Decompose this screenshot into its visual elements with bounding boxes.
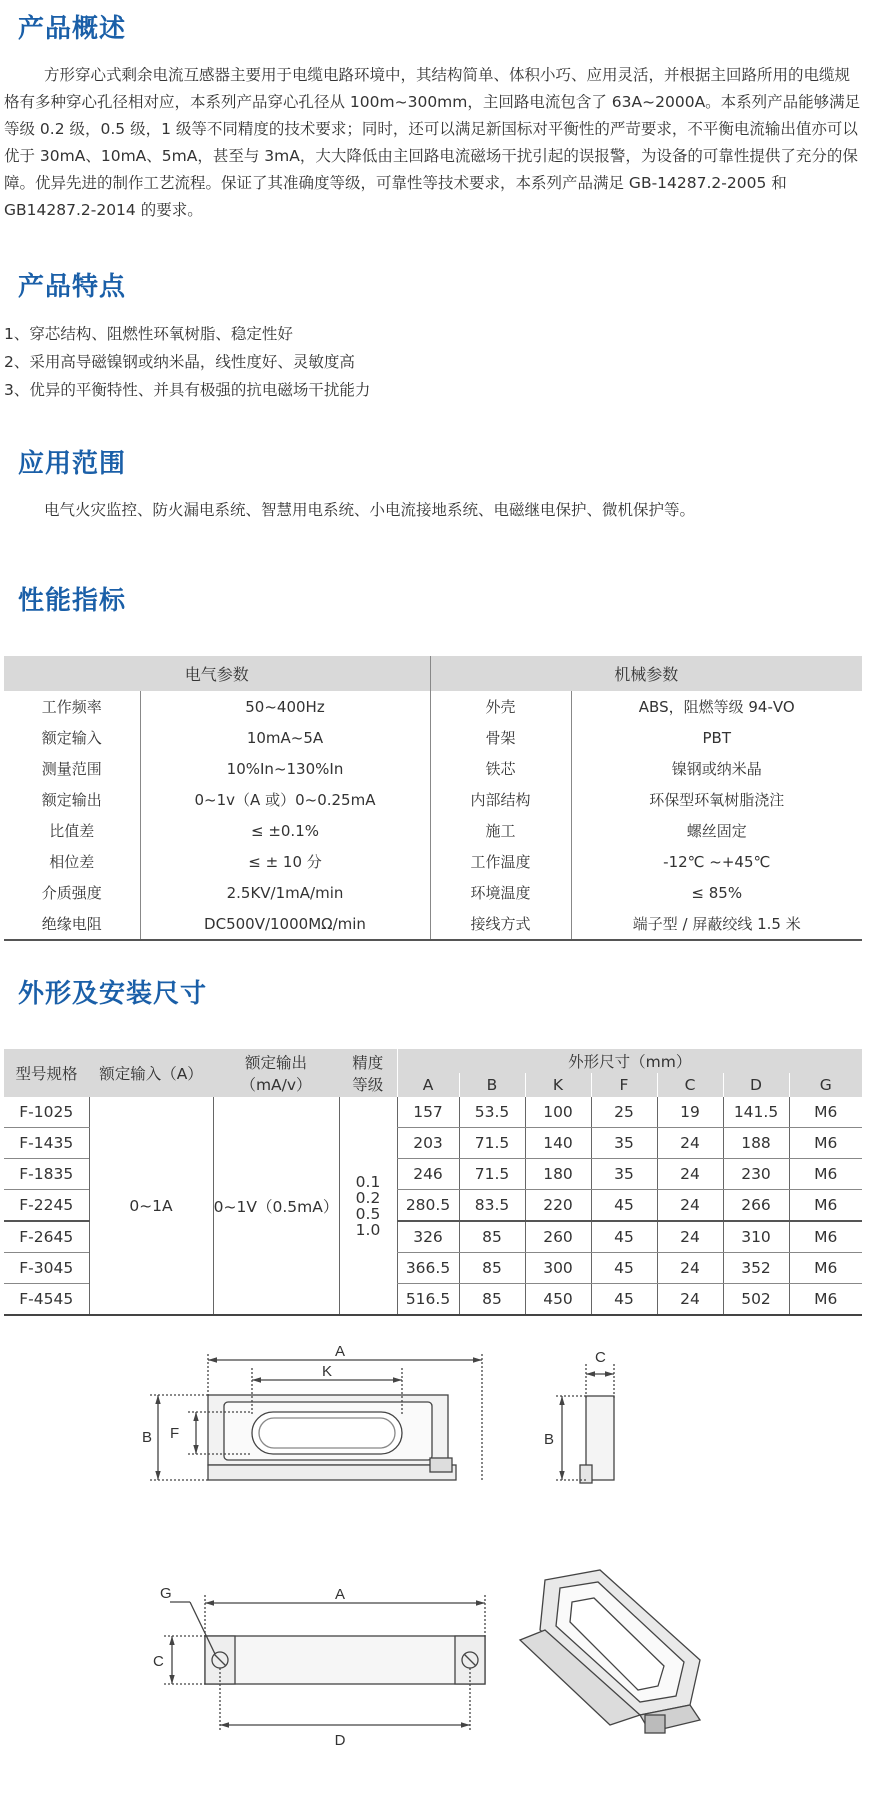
accuracy-10: 1.0 xyxy=(355,1220,381,1239)
hdr-col-c: C xyxy=(657,1073,723,1097)
feature-item-1: 1、穿芯结构、阻燃性环氧树脂、稳定性好 xyxy=(4,325,293,343)
dimensions-table xyxy=(4,1049,862,1316)
model-cell: F-1025 xyxy=(4,1097,89,1128)
cell-a: 326 xyxy=(397,1221,459,1253)
dimension-drawing xyxy=(0,1340,870,1803)
cell-a: 280.5 xyxy=(397,1190,459,1222)
mechanical-header: 机械参数 xyxy=(430,656,862,691)
cell-k: 260 xyxy=(525,1221,591,1253)
cell-d: 230 xyxy=(723,1159,789,1190)
top-view xyxy=(164,1595,485,1732)
label-a-top: A xyxy=(334,1586,346,1603)
cell-f: 35 xyxy=(591,1128,657,1159)
cell-k: 300 xyxy=(525,1253,591,1284)
perf-e-value: ≤ ±0.1% xyxy=(250,821,319,840)
perf-m-label: 外壳 xyxy=(430,691,571,722)
perf-m-label: 施工 xyxy=(430,815,571,846)
accuracy-05: 0.5 xyxy=(355,1204,381,1223)
overview-title: 产品概述 xyxy=(18,14,127,44)
perf-row xyxy=(4,846,862,877)
perf-m-label: 接线方式 xyxy=(430,908,571,940)
perf-m-label: 内部结构 xyxy=(430,784,571,815)
perf-e-label: 额定输出 xyxy=(4,784,140,815)
perf-e-label: 测量范围 xyxy=(4,753,140,784)
cell-a: 366.5 xyxy=(397,1253,459,1284)
perf-m-label: 骨架 xyxy=(430,722,571,753)
perf-m-label: 铁芯 xyxy=(430,753,571,784)
model-cell: F-4545 xyxy=(4,1284,89,1316)
application-text: 电气火灾监控、防火漏电系统、智慧用电系统、小电流接地系统、电磁继电保护、微机保护等。 xyxy=(44,501,696,519)
model-cell: F-2645 xyxy=(4,1221,89,1253)
performance-title: 性能指标 xyxy=(18,586,127,616)
perf-e-label: 介质强度 xyxy=(4,877,140,908)
perf-m-value: ABS，阻燃等级 94-VO xyxy=(638,698,795,716)
cell-a: 203 xyxy=(397,1128,459,1159)
perf-e-label: 相位差 xyxy=(4,846,140,877)
perf-m-label: 工作温度 xyxy=(430,846,571,877)
cell-b: 83.5 xyxy=(459,1190,525,1222)
cell-g: M6 xyxy=(789,1221,862,1253)
overview-paragraph: 方形穿心式剩余电流互感器主要用于电缆电路环境中，其结构简单、体积小巧、应用灵活，并根据主回路所用的电缆规格有多种穿心孔径相对应，本系列产品穿心孔径从 100m~300mm，主回路电流包含了 63A~2000A。本系列产品能够满足等级 0.2 级，0.5 级，1 级等不同精度的技术要求；同时，还可以满足新国标对平衡性的严苛要求，不平衡电流输出值亦可以优于 30mA、10mA、5mA，甚至与 3mA，大大降低由主回路电流磁场干扰引起的误报警，为设备的可靠性提供了充分的保障。优异先进的制作工艺流程。保证了其准确度等级，可靠性等技术要求，本系列产品满足 GB-14287.2-2005 和 GB14287.2-2014 的要求。 xyxy=(4,66,861,219)
perf-m-value: -12℃ ~+45℃ xyxy=(663,852,771,871)
perf-m-value: 螺丝固定 xyxy=(686,822,747,840)
hdr-output-line2: （mA/v） xyxy=(240,1076,312,1094)
perf-row xyxy=(4,753,862,784)
hdr-accuracy xyxy=(339,1049,397,1097)
model-cell: F-1435 xyxy=(4,1128,89,1159)
perf-e-value: ≤ ± 10 分 xyxy=(248,853,322,871)
perf-e-label: 绝缘电阻 xyxy=(4,908,140,940)
cell-g: M6 xyxy=(789,1190,862,1222)
perf-row xyxy=(4,691,862,722)
hdr-col-d: D xyxy=(723,1073,789,1097)
cell-b: 71.5 xyxy=(459,1159,525,1190)
cell-c: 24 xyxy=(657,1284,723,1316)
cell-f: 35 xyxy=(591,1159,657,1190)
label-d: D xyxy=(334,1732,346,1749)
cell-a: 246 xyxy=(397,1159,459,1190)
cell-f: 45 xyxy=(591,1253,657,1284)
cell-c: 24 xyxy=(657,1190,723,1222)
hdr-accuracy-line2: 等级 xyxy=(352,1076,384,1094)
feature-item-3: 3、优异的平衡特性、并具有极强的抗电磁场干扰能力 xyxy=(4,381,371,399)
hdr-col-k: K xyxy=(525,1073,591,1097)
label-f: F xyxy=(170,1425,180,1442)
shared-accuracy xyxy=(339,1097,397,1315)
cell-d: 310 xyxy=(723,1221,789,1253)
cell-d: 502 xyxy=(723,1284,789,1316)
cell-c: 24 xyxy=(657,1253,723,1284)
perf-m-value: 环保型环氧树脂浇注 xyxy=(649,791,785,809)
perf-row xyxy=(4,908,862,940)
accuracy-01: 0.1 xyxy=(355,1172,381,1191)
perf-m-value: 镍钢或纳米晶 xyxy=(671,760,762,778)
perf-m-value: 端子型 / 屏蔽绞线 1.5 米 xyxy=(571,908,862,940)
cell-a: 157 xyxy=(397,1097,459,1128)
cell-b: 71.5 xyxy=(459,1128,525,1159)
hdr-output-line1: 额定输出 xyxy=(244,1054,307,1072)
cell-b: 85 xyxy=(459,1284,525,1316)
cell-g: M6 xyxy=(789,1284,862,1316)
cell-d: 141.5 xyxy=(723,1097,789,1128)
dimensions-title: 外形及安装尺寸 xyxy=(18,979,208,1009)
feature-item-2: 2、采用高导磁镍钢或纳米晶，线性度好、灵敏度高 xyxy=(4,353,355,371)
label-k: K xyxy=(321,1363,333,1380)
cell-g: M6 xyxy=(789,1159,862,1190)
hdr-size-group: 外形尺寸（mm） xyxy=(397,1049,862,1073)
perf-m-label: 环境温度 xyxy=(430,877,571,908)
label-b-side: B xyxy=(544,1431,555,1448)
cell-g: M6 xyxy=(789,1128,862,1159)
electrical-header: 电气参数 xyxy=(4,656,430,691)
cell-d: 188 xyxy=(723,1128,789,1159)
cell-k: 180 xyxy=(525,1159,591,1190)
cell-c: 24 xyxy=(657,1221,723,1253)
accuracy-02: 0.2 xyxy=(355,1188,381,1207)
hdr-input: 额定输入（A） xyxy=(89,1049,213,1097)
perf-e-value: 0~1v（A 或）0~0.25mA xyxy=(194,791,376,809)
perf-e-value: 10%In~130%In xyxy=(226,759,344,778)
hdr-col-a: A xyxy=(397,1073,459,1097)
features-title: 产品特点 xyxy=(18,272,127,302)
model-cell: F-1835 xyxy=(4,1159,89,1190)
perf-e-value: DC500V/1000MΩ/min xyxy=(140,908,430,940)
iso-view xyxy=(520,1570,700,1733)
perf-e-value: 10mA~5A xyxy=(246,728,324,747)
perf-row xyxy=(4,722,862,753)
perf-e-value: 2.5KV/1mA/min xyxy=(226,883,344,902)
cell-b: 53.5 xyxy=(459,1097,525,1128)
model-cell: F-3045 xyxy=(4,1253,89,1284)
hdr-col-b: B xyxy=(459,1073,525,1097)
side-view xyxy=(556,1364,614,1483)
cell-f: 45 xyxy=(591,1284,657,1316)
perf-row xyxy=(4,784,862,815)
cell-k: 220 xyxy=(525,1190,591,1222)
cell-k: 450 xyxy=(525,1284,591,1316)
cell-a: 516.5 xyxy=(397,1284,459,1316)
hdr-col-g: G xyxy=(789,1073,862,1097)
label-a-front: A xyxy=(334,1343,346,1360)
perf-m-value: PBT xyxy=(702,728,731,747)
cell-b: 85 xyxy=(459,1221,525,1253)
hdr-model: 型号规格 xyxy=(4,1049,89,1097)
label-c-top: C xyxy=(153,1653,164,1670)
cell-k: 140 xyxy=(525,1128,591,1159)
cell-f: 45 xyxy=(591,1221,657,1253)
cell-k: 100 xyxy=(525,1097,591,1128)
application-title: 应用范围 xyxy=(18,449,127,479)
model-cell: F-2245 xyxy=(4,1190,89,1222)
cell-c: 24 xyxy=(657,1159,723,1190)
performance-table xyxy=(4,656,862,941)
front-view xyxy=(150,1354,482,1480)
hdr-accuracy-line1: 精度 xyxy=(352,1054,384,1072)
cell-d: 266 xyxy=(723,1190,789,1222)
label-g: G xyxy=(160,1585,172,1602)
shared-input: 0~1A xyxy=(89,1097,213,1315)
perf-m-value: ≤ 85% xyxy=(691,883,743,902)
perf-e-label: 工作频率 xyxy=(4,691,140,722)
shared-output: 0~1V（0.5mA） xyxy=(213,1097,339,1315)
table-row xyxy=(4,1097,862,1128)
hdr-col-f: F xyxy=(591,1073,657,1097)
cell-f: 25 xyxy=(591,1097,657,1128)
cell-g: M6 xyxy=(789,1097,862,1128)
perf-e-label: 额定输入 xyxy=(4,722,140,753)
hdr-output xyxy=(213,1049,339,1097)
perf-e-value: 50~400Hz xyxy=(245,697,325,716)
cell-b: 85 xyxy=(459,1253,525,1284)
cell-d: 352 xyxy=(723,1253,789,1284)
perf-row xyxy=(4,877,862,908)
cell-c: 24 xyxy=(657,1128,723,1159)
perf-e-label: 比值差 xyxy=(4,815,140,846)
perf-row xyxy=(4,815,862,846)
cell-c: 19 xyxy=(657,1097,723,1128)
cell-g: M6 xyxy=(789,1253,862,1284)
label-c-side: C xyxy=(595,1349,606,1366)
label-b-front: B xyxy=(142,1429,153,1446)
cell-f: 45 xyxy=(591,1190,657,1222)
